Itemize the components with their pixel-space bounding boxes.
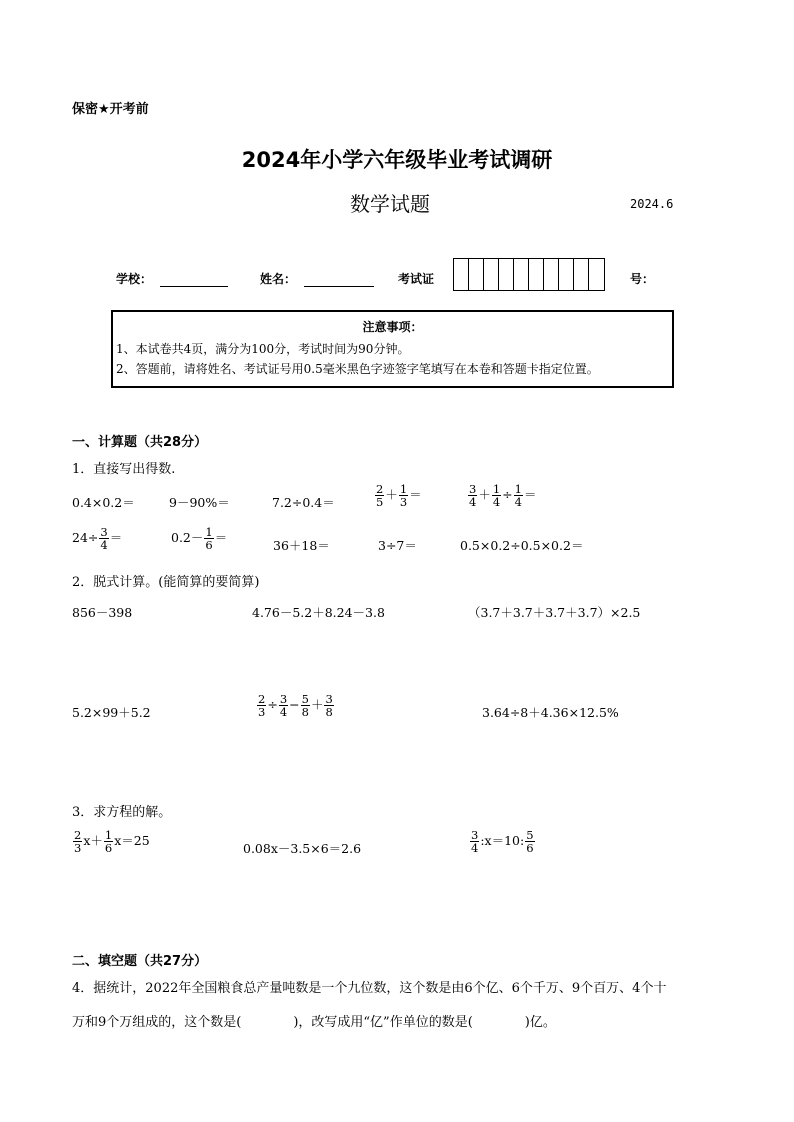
q2-label: 2．脱式计算。(能简算的要简算) — [72, 575, 260, 590]
section1-heading: 一、计算题（共28分） — [72, 435, 208, 450]
exam-id-label: 考试证 — [398, 272, 435, 286]
q3-eq-3: $\frac{3}{4}$ :x＝10: $\frac{5}{6}$ — [471, 828, 534, 856]
q4-line-2: 万和9个万组成的，这个数是( )，改写成用“亿”作单位的数是( )亿。 — [72, 1015, 556, 1030]
number-label: 号： — [630, 272, 655, 286]
exam-subtitle: 数学试题 — [350, 192, 430, 216]
q2-expr-1: 856－398 — [72, 605, 133, 620]
section2-heading: 二、填空题（共27分） — [72, 954, 208, 969]
notice-box — [111, 310, 674, 388]
exam-id-box[interactable] — [469, 259, 484, 290]
school-label: 学校： — [116, 272, 153, 286]
q1-expr-5: $\frac{3}{4}$ ＋ $\frac{1}{4}$ ÷ $\frac{1}{4}$ ＝ — [469, 482, 537, 510]
exam-date: 2024.6 — [630, 197, 674, 211]
exam-id-box[interactable] — [514, 259, 529, 290]
q1-expr-7: 0.2－ $\frac{1}{6}$ ＝ — [171, 525, 228, 553]
q1-expr-4: $\frac{2}{5}$ ＋ $\frac{1}{3}$ ＝ — [376, 482, 422, 510]
q1-expr-6: 24÷ $\frac{3}{4}$ ＝ — [72, 525, 123, 553]
exam-id-box[interactable] — [589, 259, 604, 290]
q2-expr-5: $\frac{2}{3}$ ÷ $\frac{3}{4}$ − $\frac{5}{8}$ ＋ $\frac{3}{8}$ — [258, 692, 333, 720]
exam-id-box[interactable] — [499, 259, 514, 290]
name-blank[interactable] — [304, 286, 374, 287]
q3-eq-2: 0.08x－3.5×6＝2.6 — [243, 841, 362, 856]
exam-id-box[interactable] — [574, 259, 589, 290]
q1-expr-2: 9－90%＝ — [169, 495, 230, 510]
q1-expr-9: 3÷7＝ — [378, 538, 417, 553]
exam-title: 2024年小学六年级毕业考试调研 — [241, 148, 553, 172]
notice-line-2: 2、答题前，请将姓名、考试证号用0.5毫米黑色字迹签字笔填写在本卷和答题卡指定位置。 — [116, 362, 599, 376]
exam-id-box[interactable] — [529, 259, 544, 290]
exam-id-boxes[interactable] — [453, 258, 605, 291]
q3-eq-1: $\frac{2}{3}$ x＋ $\frac{1}{6}$ x＝25 — [74, 828, 150, 856]
q1-expr-3: 7.2÷0.4＝ — [272, 495, 335, 510]
q1-label: 1．直接写出得数. — [72, 462, 176, 477]
notice-title: 注意事项： — [362, 320, 423, 334]
q1-expr-1: 0.4×0.2＝ — [72, 495, 135, 510]
q1-expr-8: 36＋18＝ — [273, 538, 330, 553]
name-label: 姓名： — [260, 272, 297, 286]
q2-expr-3: （3.7＋3.7＋3.7＋3.7）×2.5 — [468, 605, 641, 620]
q2-expr-6: 3.64÷8＋4.36×12.5% — [482, 705, 619, 720]
notice-line-1: 1、本试卷共4页，满分为100分，考试时间为90分钟。 — [116, 342, 410, 356]
q4-line-1: 4．据统计，2022年全国粮食总产量吨数是一个九位数，这个数是由6个亿、6个千万、9个百万、4个十 — [72, 981, 667, 996]
confidential-mark: 保密★开考前 — [72, 102, 149, 117]
q1-expr-10: 0.5×0.2÷0.5×0.2＝ — [460, 538, 584, 553]
exam-id-box[interactable] — [484, 259, 499, 290]
q3-label: 3．求方程的解。 — [72, 805, 172, 820]
q2-expr-2: 4.76－5.2＋8.24－3.8 — [252, 605, 385, 620]
school-blank[interactable] — [160, 286, 228, 287]
exam-id-box[interactable] — [454, 259, 469, 290]
exam-id-box[interactable] — [544, 259, 559, 290]
q2-expr-4: 5.2×99＋5.2 — [72, 705, 151, 720]
exam-id-box[interactable] — [559, 259, 574, 290]
